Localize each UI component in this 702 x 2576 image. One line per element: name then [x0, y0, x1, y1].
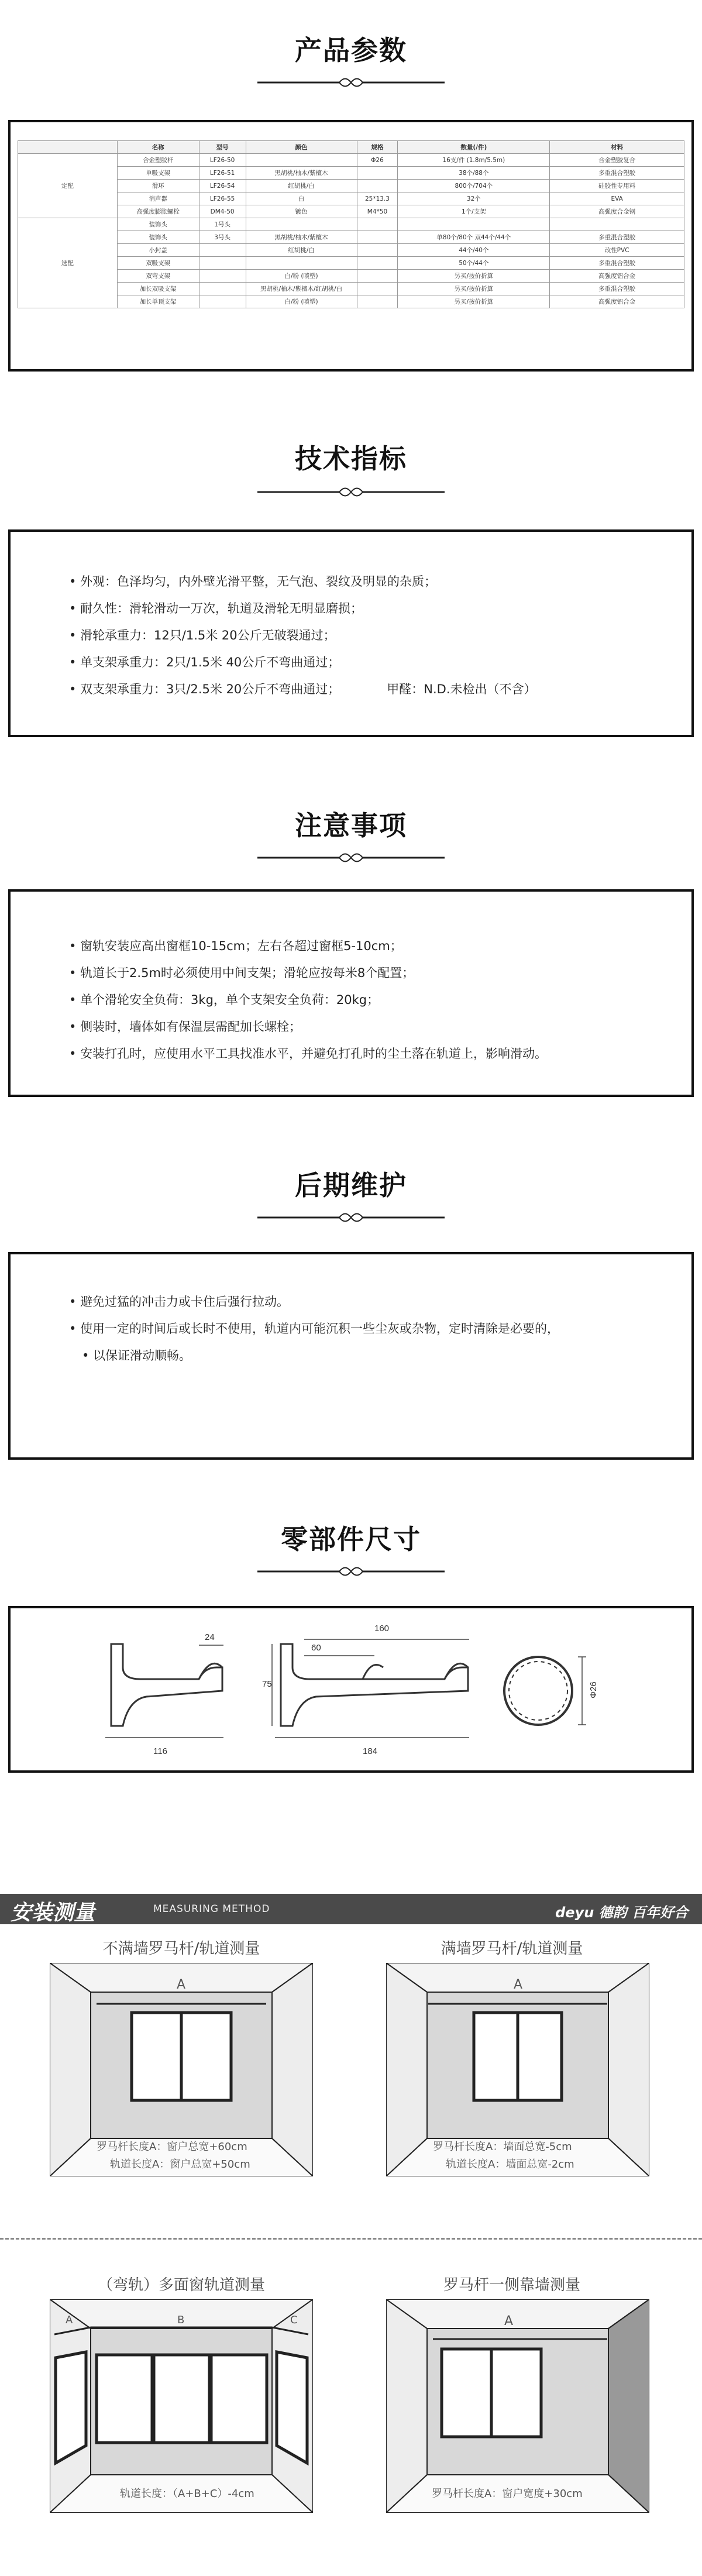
cell: LF26-55 — [199, 192, 246, 205]
cell: 另买/按价折算 — [398, 283, 550, 295]
room4-label: A — [504, 2314, 514, 2329]
dim-26: Φ26 — [588, 1681, 598, 1698]
tech-item: • 滑轮承重力：12只/1.5米 20公斤无破裂通过； — [69, 622, 691, 649]
cell — [357, 167, 398, 180]
cell — [357, 270, 398, 283]
cell: 3号头 — [199, 231, 246, 244]
header-cell: 型号 — [199, 141, 246, 154]
notice-item: • 轨道长于2.5m时必须使用中间支架；滑轮应按每米8个配置； — [69, 959, 691, 986]
cell — [357, 283, 398, 295]
cell — [199, 244, 246, 257]
cell — [357, 218, 398, 231]
cell: 1个/支架 — [398, 205, 550, 218]
cell: 多重混合塑胶 — [550, 231, 684, 244]
table-row — [18, 283, 684, 295]
table-row — [18, 154, 684, 167]
cell: 小封盖 — [117, 244, 199, 257]
cell: 另买/按价折算 — [398, 270, 550, 283]
notice-box — [8, 889, 694, 1097]
room4-diagram — [386, 2299, 649, 2513]
brand-logo: deyu 德韵 百年好合 — [555, 1904, 688, 1921]
tech-item-text: 双支架承重力：3只/2.5米 20公斤不弯曲通过； — [80, 682, 340, 696]
cell: LF26-54 — [199, 180, 246, 192]
cell: 消声器 — [117, 192, 199, 205]
cell: 合金塑胶杆 — [117, 154, 199, 167]
room1-note1: 罗马杆长度A：窗户总宽+60cm — [97, 2141, 247, 2153]
cell: 38个/88个 — [398, 167, 550, 180]
notice-item: • 安装打孔时，应使用水平工具找准水平，并避免打孔时的尘土落在轨道上，影响滑动。 — [69, 1040, 691, 1067]
table-row — [18, 244, 684, 257]
cell: 黑胡桃/柚木/紫檀木 — [246, 231, 357, 244]
table-row — [18, 205, 684, 218]
cell: 多重混合塑胶 — [550, 167, 684, 180]
room4-title: 罗马杆一侧靠墙测量 — [443, 2276, 580, 2294]
header-cell — [18, 141, 118, 154]
room3-label-c: C — [290, 2314, 298, 2326]
maint-item: • 使用一定的时间后或长时不使用，轨道内可能沉积一些尘灰或杂物，定时清除是必要的， — [69, 1315, 691, 1342]
room1-label: A — [177, 1977, 186, 1992]
single-bracket-drawing — [88, 1632, 240, 1749]
table-row — [18, 270, 684, 283]
tech-title: 技术指标 — [295, 443, 407, 474]
cell: 硅胶性专用料 — [550, 180, 684, 192]
table-row — [18, 167, 684, 180]
cell — [357, 295, 398, 308]
tech-item: • 单支架承重力：2只/1.5米 40公斤不弯曲通过； — [69, 649, 691, 676]
banner-title: 安装测量 — [11, 1901, 95, 1925]
cell: 白/粉 (喷塑) — [246, 270, 357, 283]
room3-diagram — [50, 2299, 313, 2513]
cell — [357, 180, 398, 192]
cell — [398, 218, 550, 231]
room2-title: 满墙罗马杆/轨道测量 — [441, 1940, 583, 1958]
cell: EVA — [550, 192, 684, 205]
cell — [199, 283, 246, 295]
group-cell: 定配 — [18, 154, 118, 218]
table-row — [18, 295, 684, 308]
cell: 滑环 — [117, 180, 199, 192]
cell: 高强度铝合金 — [550, 270, 684, 283]
notice-item: • 窗轨安装应高出窗框10-15cm；左右各超过窗框5-10cm； — [69, 933, 691, 959]
tech-extra: 甲醛：N.D.未检出（不含） — [387, 682, 536, 696]
ornament-divider — [257, 484, 445, 500]
room2-note1: 罗马杆长度A：墙面总宽-5cm — [433, 2141, 572, 2153]
notice-title: 注意事项 — [295, 810, 407, 841]
table-row — [18, 218, 684, 231]
ornament-divider — [257, 1564, 445, 1579]
cell: M4*50 — [357, 205, 398, 218]
cell: 多重混合塑胶 — [550, 257, 684, 270]
cell: 红胡桃/白 — [246, 180, 357, 192]
parts-title: 零部件尺寸 — [281, 1523, 421, 1555]
cell — [357, 257, 398, 270]
cell: LF26-51 — [199, 167, 246, 180]
cell: 改性PVC — [550, 244, 684, 257]
cell: 另买/按价折算 — [398, 295, 550, 308]
install-banner — [0, 1894, 702, 1924]
ornament-divider — [257, 1210, 445, 1225]
cell: 50个/44个 — [398, 257, 550, 270]
room2-label: A — [514, 1977, 523, 1992]
cell: 多重混合塑胶 — [550, 283, 684, 295]
ornament-divider — [257, 75, 445, 90]
cell: Φ26 — [357, 154, 398, 167]
table-row — [18, 257, 684, 270]
cell: 25*13.3 — [357, 192, 398, 205]
room4-note1: 罗马杆长度A：窗户宽度+30cm — [432, 2488, 583, 2500]
cell — [199, 257, 246, 270]
section-divider — [0, 2238, 702, 2240]
table-row — [18, 180, 684, 192]
cell: 单吸支架 — [117, 167, 199, 180]
cell: 镀色 — [246, 205, 357, 218]
table-header-row — [18, 141, 684, 154]
room1-note2: 轨道长度A：窗户总宽+50cm — [110, 2158, 250, 2171]
cell — [357, 231, 398, 244]
cell: 白 — [246, 192, 357, 205]
cell — [246, 154, 357, 167]
tech-item: • 耐久性：滑轮滑动一万次，轨道及滑轮无明显磨损； — [69, 595, 691, 622]
cell: 装饰头 — [117, 218, 199, 231]
dim-60: 60 — [311, 1643, 321, 1653]
cell: 黑胡桃/柚木/紫檀木/红胡桃/白 — [246, 283, 357, 295]
table-row — [18, 231, 684, 244]
group-cell: 选配 — [18, 218, 118, 308]
double-bracket-drawing — [269, 1632, 480, 1749]
maint-item: • 避免过猛的冲击力或卡住后强行拉动。 — [69, 1288, 691, 1315]
dim-75: 75 — [262, 1679, 272, 1689]
cell: 合金塑胶复合 — [550, 154, 684, 167]
header-cell: 材料 — [550, 141, 684, 154]
notice-item: • 单个滑轮安全负荷：3kg，单个支架安全负荷：20kg； — [69, 986, 691, 1013]
notice-item: • 侧装时，墙体如有保温层需配加长螺栓； — [69, 1013, 691, 1040]
room2-note2: 轨道长度A：墙面总宽-2cm — [446, 2158, 574, 2171]
dim-184: 184 — [363, 1746, 378, 1756]
ornament-divider — [257, 850, 445, 865]
cell: 高强度铝合金 — [550, 295, 684, 308]
cell — [199, 295, 246, 308]
cell — [357, 244, 398, 257]
cell — [246, 257, 357, 270]
cell: 44个/40个 — [398, 244, 550, 257]
cell: LF26-50 — [199, 154, 246, 167]
cell — [550, 218, 684, 231]
cell: 单80个/80个 双44个/44个 — [398, 231, 550, 244]
spec-table — [18, 140, 684, 308]
cell: 800个/704个 — [398, 180, 550, 192]
room3-label-b: B — [177, 2314, 185, 2326]
dim-24: 24 — [205, 1632, 215, 1642]
room3-title: （弯轨）多面窗轨道测量 — [97, 2276, 265, 2294]
header-cell: 名称 — [117, 141, 199, 154]
cell: 高强度合金钢 — [550, 205, 684, 218]
room3-label-a: A — [66, 2314, 73, 2326]
cell: 16支/件 (1.8m/5.5m) — [398, 154, 550, 167]
header-cell: 规格 — [357, 141, 398, 154]
header-cell: 数量(/件) — [398, 141, 550, 154]
tech-box — [8, 529, 694, 737]
maint-title: 后期维护 — [295, 1170, 407, 1201]
room1-title: 不满墙罗马杆/轨道测量 — [102, 1940, 260, 1958]
room3-note1: 轨道长度：（A+B+C）-4cm — [120, 2488, 254, 2500]
cell: 红胡桃/白 — [246, 244, 357, 257]
cell — [199, 270, 246, 283]
maint-item: • 以保证滑动顺畅。 — [69, 1342, 691, 1369]
dim-116: 116 — [153, 1746, 167, 1756]
tech-item — [69, 676, 691, 703]
cell: 高强度膨胀螺栓 — [117, 205, 199, 218]
cell: 加长双吸支架 — [117, 283, 199, 295]
cell: 装饰头 — [117, 231, 199, 244]
cell: DM4-50 — [199, 205, 246, 218]
cell: 黑胡桃/柚木/紫檀木 — [246, 167, 357, 180]
banner-subtitle: MEASURING METHOD — [153, 1903, 270, 1915]
tech-item: • 外观：色泽均匀，内外壁光滑平整，无气泡、裂纹及明显的杂质； — [69, 568, 691, 595]
cell: 1号头 — [199, 218, 246, 231]
cell: 加长单顶支架 — [117, 295, 199, 308]
cell — [246, 218, 357, 231]
cell: 双吸支架 — [117, 257, 199, 270]
rod-section-drawing — [497, 1644, 603, 1738]
header-cell: 颜色 — [246, 141, 357, 154]
cell: 32个 — [398, 192, 550, 205]
maint-box — [8, 1252, 694, 1460]
cell: 白/粉 (喷塑) — [246, 295, 357, 308]
params-title: 产品参数 — [295, 35, 407, 66]
dim-160: 160 — [374, 1624, 390, 1633]
cell: 双弯支架 — [117, 270, 199, 283]
table-row — [18, 192, 684, 205]
